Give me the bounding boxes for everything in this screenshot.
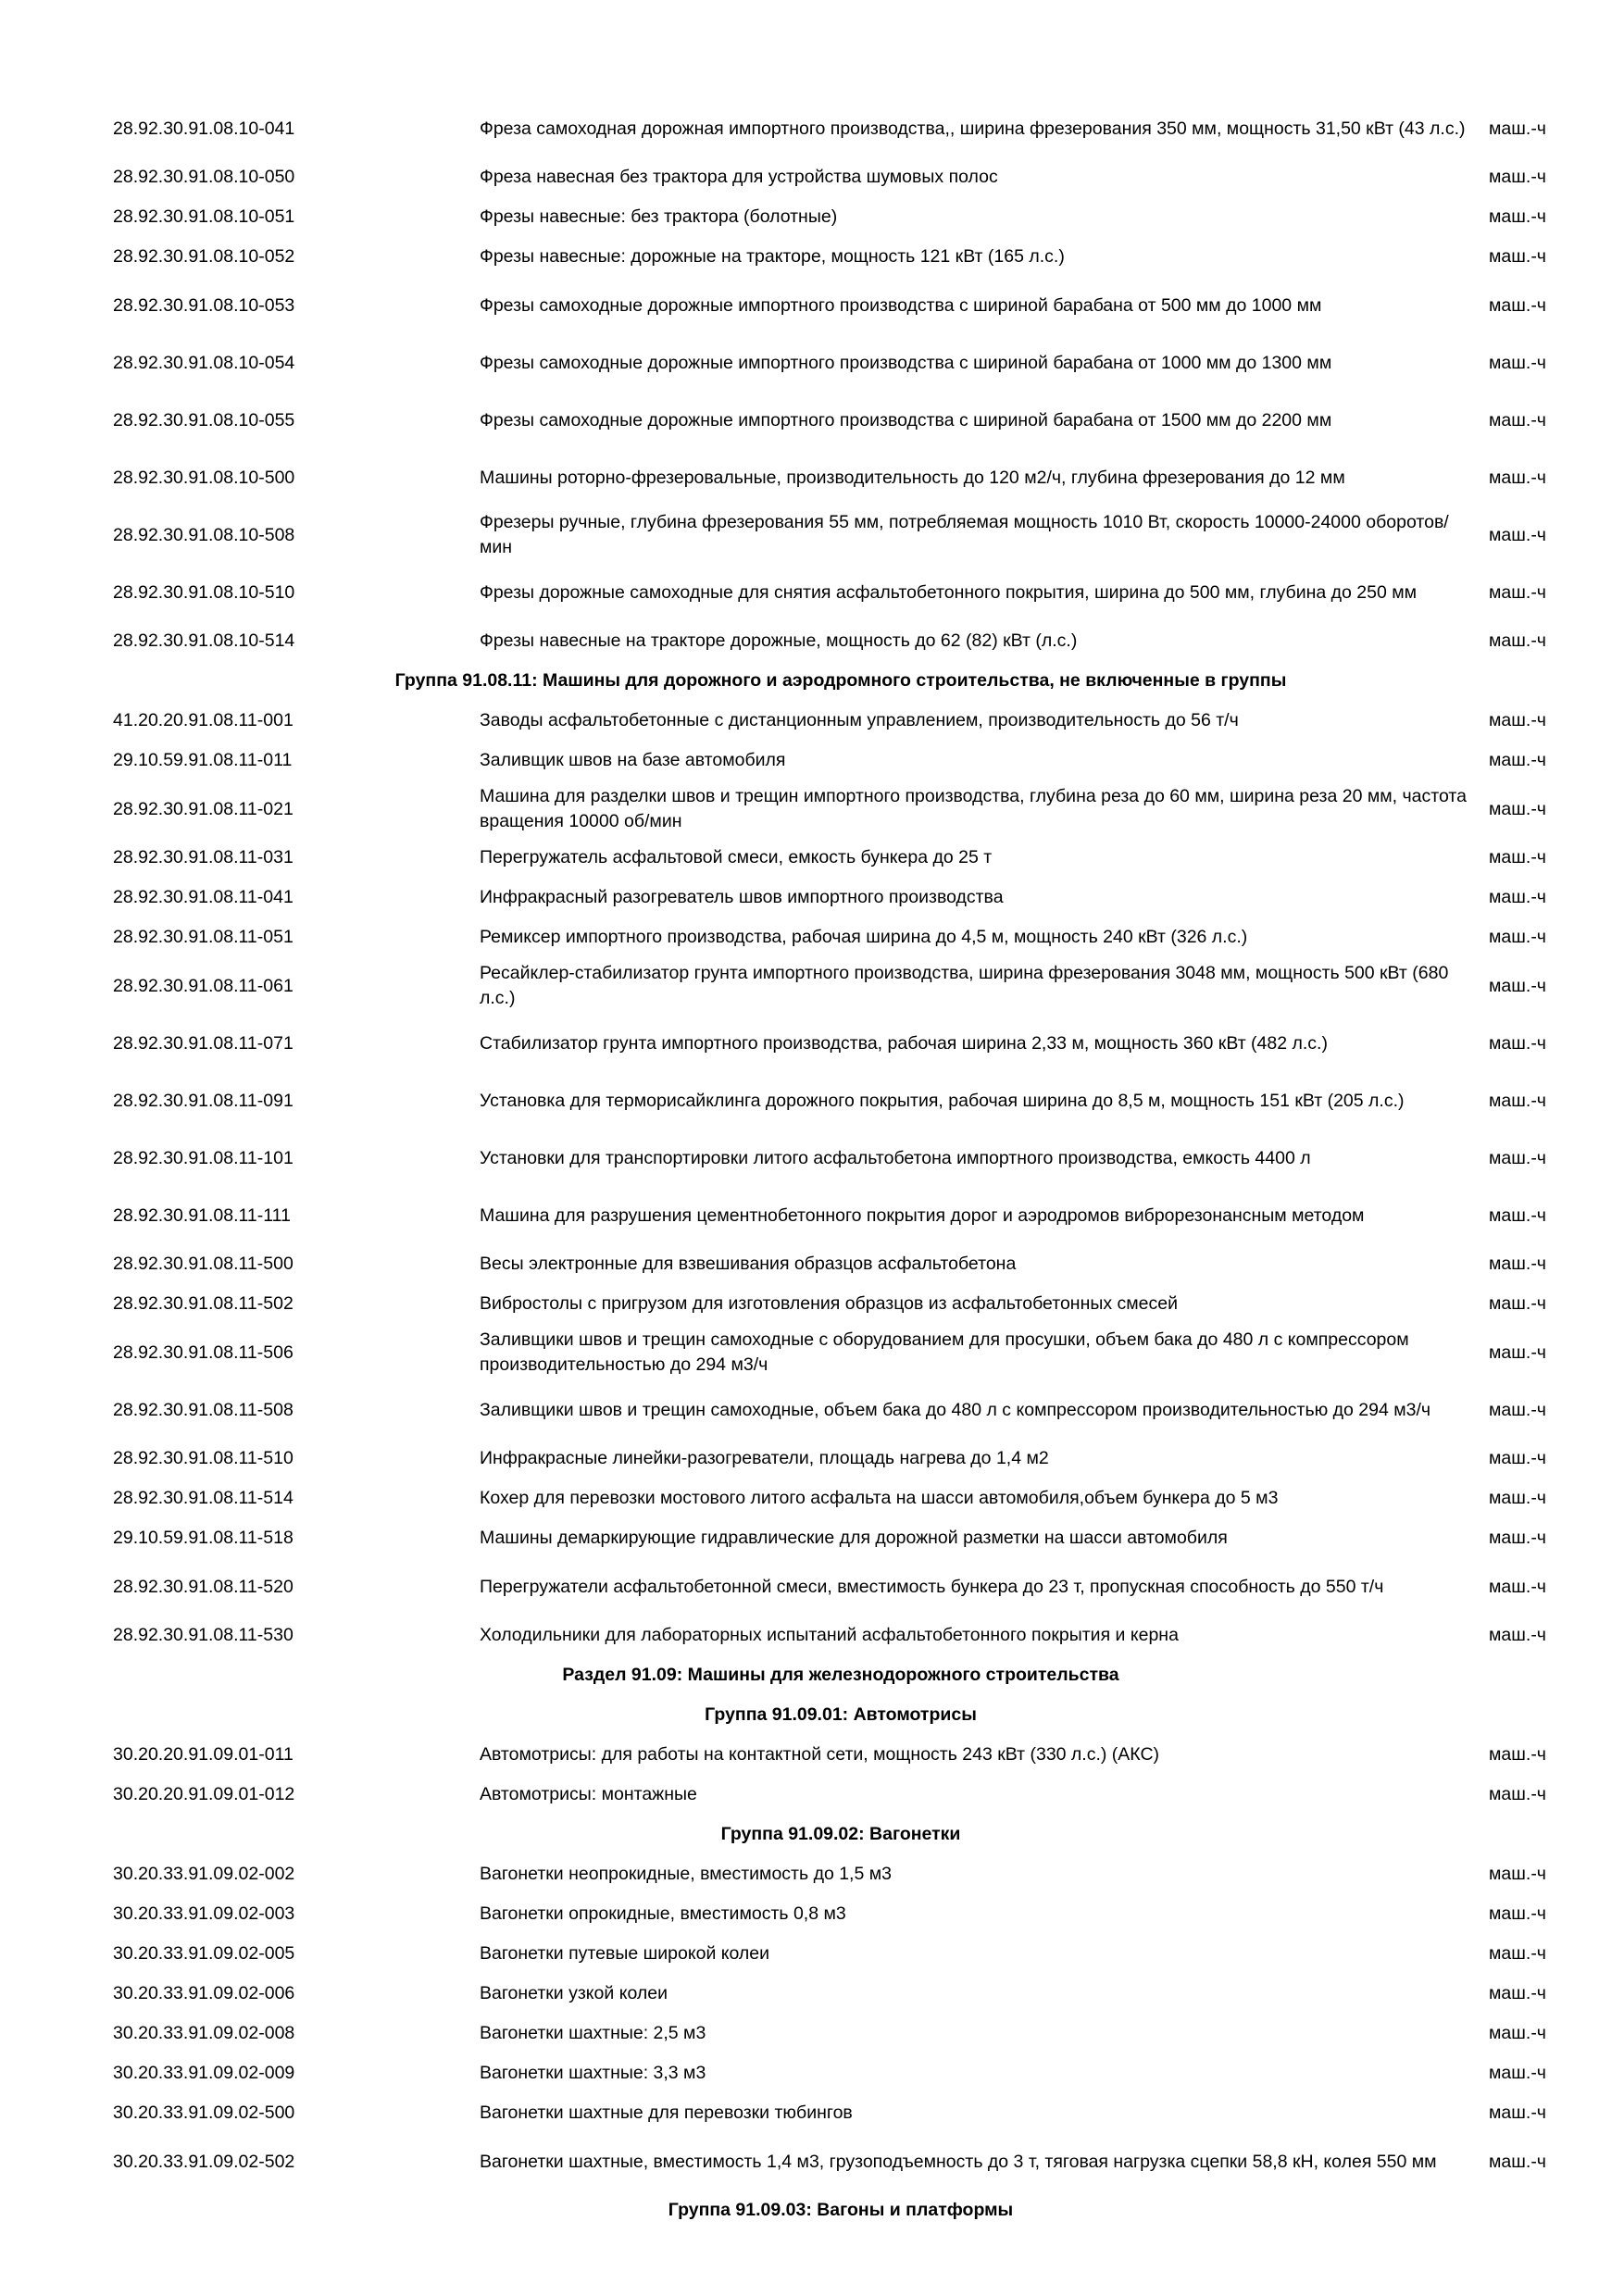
resource-name: Фрезы самоходные дорожные импортного производства с шириной барабана от 1000 мм до 1300 мм bbox=[480, 352, 1332, 373]
measure-unit: маш.-ч bbox=[1489, 750, 1546, 770]
table-row bbox=[109, 277, 1572, 334]
resource-code: 28.92.30.91.08.10-051 bbox=[113, 206, 295, 227]
table-row bbox=[109, 1735, 1572, 1775]
measure-unit: маш.-ч bbox=[1489, 847, 1546, 867]
resource-code: 28.92.30.91.08.10-050 bbox=[113, 167, 295, 187]
resource-code: 28.92.30.91.08.11-510 bbox=[113, 1448, 294, 1468]
resource-code: 29.10.59.91.08.11-011 bbox=[113, 750, 293, 770]
resource-name: Ремиксер импортного производства, рабочая ширина до 4,5 м, мощность 240 кВт (326 л.с.) bbox=[480, 927, 1248, 947]
measure-unit: маш.-ч bbox=[1489, 467, 1546, 488]
table-row bbox=[109, 1894, 1572, 1934]
resource-code: 28.92.30.91.08.10-041 bbox=[113, 118, 295, 139]
table-row bbox=[109, 957, 1572, 1015]
resource-name: Стабилизатор грунта импортного производства, рабочая ширина 2,33 м, мощность 360 кВт (482 л.с.) bbox=[480, 1032, 1328, 1054]
measure-unit: маш.-ч bbox=[1489, 1528, 1546, 1548]
machine-price-table bbox=[109, 100, 1572, 2230]
table-row bbox=[109, 878, 1572, 917]
measure-unit: маш.-ч bbox=[1489, 1341, 1546, 1363]
resource-name: Холодильники для лабораторных испытаний асфальтобетонного покрытия и керна bbox=[480, 1625, 1179, 1645]
resource-name: Фрезы навесные на тракторе дорожные, мощность до 62 (82) кВт (л.с.) bbox=[480, 630, 1078, 651]
resource-code: 28.92.30.91.08.11-514 bbox=[113, 1488, 294, 1508]
resource-code: 28.92.30.91.08.10-052 bbox=[113, 246, 295, 267]
table-row bbox=[109, 1129, 1572, 1187]
resource-name: Автомотрисы: монтажные bbox=[480, 1784, 697, 1804]
resource-code: 28.92.30.91.08.10-508 bbox=[113, 524, 295, 545]
resource-name: Заливщики швов и трещин самоходные с оборудованием для просушки, объем бака до 480 л с компрессором производительностью до 294 м3/ч bbox=[480, 1329, 1409, 1375]
resource-code: 28.92.30.91.08.10-055 bbox=[113, 409, 295, 430]
resource-code: 30.20.33.91.09.02-006 bbox=[113, 1983, 295, 2003]
table-row bbox=[109, 392, 1572, 449]
measure-unit: маш.-ч bbox=[1489, 1864, 1546, 1884]
resource-name: Перегружатели асфальтобетонной смеси, вместимость бункера до 23 т, пропускная способность до 550 т/ч bbox=[480, 1576, 1384, 1597]
measure-unit: маш.-ч bbox=[1489, 524, 1546, 545]
resource-code: 30.20.33.91.09.02-008 bbox=[113, 2023, 295, 2043]
resource-code: 28.92.30.91.08.11-041 bbox=[113, 887, 294, 907]
measure-unit: маш.-ч bbox=[1489, 1903, 1546, 1924]
measure-unit: маш.-ч bbox=[1489, 887, 1546, 907]
measure-unit: маш.-ч bbox=[1489, 1784, 1546, 1804]
measure-unit: маш.-ч bbox=[1489, 1625, 1546, 1645]
resource-code: 41.20.20.91.08.11-001 bbox=[113, 710, 294, 730]
resource-code: 28.92.30.91.08.11-502 bbox=[113, 1293, 294, 1314]
section-heading: Группа 91.08.11: Машины для дорожного и аэродромного строительства, не включенные в группы bbox=[394, 670, 1287, 691]
table-row bbox=[109, 621, 1572, 661]
measure-unit: маш.-ч bbox=[1489, 206, 1546, 227]
measure-unit: маш.-ч bbox=[1489, 2063, 1546, 2083]
table-row bbox=[109, 1072, 1572, 1129]
resource-code: 28.92.30.91.08.11-051 bbox=[113, 927, 294, 947]
resource-name: Установка для терморисайклинга дорожного покрытия, рабочая ширина до 8,5 м, мощность 151 кВт (205 л.с.) bbox=[480, 1090, 1405, 1111]
resource-code: 30.20.33.91.09.02-500 bbox=[113, 2103, 295, 2123]
measure-unit: маш.-ч bbox=[1489, 294, 1546, 316]
resource-name: Фрезеры ручные, глубина фрезерования 55 мм, потребляемая мощность 1010 Вт, скорость 10000-24000 оборотов/мин bbox=[480, 512, 1449, 557]
resource-name: Заливщик швов на базе автомобиля bbox=[480, 750, 786, 770]
resource-code: 30.20.33.91.09.02-009 bbox=[113, 2063, 295, 2083]
table-row bbox=[109, 1616, 1572, 1655]
measure-unit: маш.-ч bbox=[1489, 2023, 1546, 2043]
table-row bbox=[109, 701, 1572, 741]
resource-name: Вагонетки шахтные: 2,5 м3 bbox=[480, 2023, 706, 2043]
table-row bbox=[109, 197, 1572, 237]
resource-name: Машины демаркирующие гидравлические для дорожной разметки на шасси автомобиля bbox=[480, 1528, 1228, 1548]
table-row bbox=[109, 157, 1572, 197]
resource-code: 28.92.30.91.08.11-071 bbox=[113, 1032, 294, 1054]
table-row bbox=[109, 1015, 1572, 1072]
resource-code: 30.20.33.91.09.02-502 bbox=[113, 2151, 295, 2172]
measure-unit: маш.-ч bbox=[1489, 167, 1546, 187]
resource-code: 28.92.30.91.08.11-111 bbox=[113, 1204, 291, 1226]
measure-unit: маш.-ч bbox=[1489, 1254, 1546, 1274]
resource-code: 28.92.30.91.08.10-500 bbox=[113, 467, 295, 488]
table-row bbox=[109, 2014, 1572, 2053]
table-row bbox=[109, 1934, 1572, 1974]
resource-name: Инфракрасный разогреватель швов импортного производства bbox=[480, 887, 1004, 907]
resource-name: Машины роторно-фрезеровальные, производительность до 120 м2/ч, глубина фрезерования до 12 мм bbox=[480, 467, 1345, 488]
resource-name: Фрезы навесные: без трактора (болотные) bbox=[480, 206, 838, 227]
measure-unit: маш.-ч bbox=[1489, 118, 1546, 139]
resource-name: Вагонетки неопрокидные, вместимость до 1,5 м3 bbox=[480, 1864, 892, 1884]
resource-name: Автомотрисы: для работы на контактной сети, мощность 243 кВт (330 л.с.) (АКС) bbox=[480, 1744, 1160, 1765]
table-row bbox=[109, 1775, 1572, 1815]
resource-name: Установки для транспортировки литого асфальтобетона импортного производства, емкость 4400 л bbox=[480, 1147, 1311, 1168]
resource-name: Вагонетки шахтные, вместимость 1,4 м3, грузоподъемность до 3 т, тяговая нагрузка сцепки 58,8 кН, колея 550 мм bbox=[480, 2151, 1437, 2172]
resource-code: 28.92.30.91.08.11-530 bbox=[113, 1625, 294, 1645]
table-row bbox=[109, 1974, 1572, 2014]
resource-code: 30.20.33.91.09.02-003 bbox=[113, 1903, 295, 1924]
measure-unit: маш.-ч bbox=[1489, 1943, 1546, 1964]
measure-unit: маш.-ч bbox=[1489, 1204, 1546, 1226]
resource-name: Фрезы навесные: дорожные на тракторе, мощность 121 кВт (165 л.с.) bbox=[480, 246, 1065, 267]
resource-code: 28.92.30.91.08.11-031 bbox=[113, 847, 294, 867]
resource-code: 30.20.20.91.09.01-012 bbox=[113, 1784, 295, 1804]
measure-unit: маш.-ч bbox=[1489, 1293, 1546, 1314]
table-row bbox=[109, 1854, 1572, 1894]
measure-unit: маш.-ч bbox=[1489, 2151, 1546, 2172]
table-row bbox=[109, 100, 1572, 157]
measure-unit: маш.-ч bbox=[1489, 1448, 1546, 1468]
resource-code: 28.92.30.91.08.11-520 bbox=[113, 1576, 294, 1597]
measure-unit: маш.-ч bbox=[1489, 246, 1546, 267]
measure-unit: маш.-ч bbox=[1489, 1744, 1546, 1765]
measure-unit: маш.-ч bbox=[1489, 1032, 1546, 1054]
table-row bbox=[109, 1439, 1572, 1479]
table-row bbox=[109, 780, 1572, 838]
resource-name: Ресайклер-стабилизатор грунта импортного производства, ширина фрезерования 3048 мм, мощность 500 кВт (680 л.с.) bbox=[480, 963, 1449, 1008]
measure-unit: маш.-ч bbox=[1489, 581, 1546, 603]
resource-name: Фрезы дорожные самоходные для снятия асфальтобетонного покрытия, ширина до 500 мм, глубина до 250 мм bbox=[480, 581, 1418, 603]
measure-unit: маш.-ч bbox=[1489, 1983, 1546, 2003]
table-row bbox=[109, 1479, 1572, 1518]
resource-code: 29.10.59.91.08.11-518 bbox=[113, 1528, 294, 1548]
measure-unit: маш.-ч bbox=[1489, 1090, 1546, 1111]
resource-name: Фреза навесная без трактора для устройства шумовых полос bbox=[480, 167, 998, 187]
measure-unit: маш.-ч bbox=[1489, 798, 1546, 819]
measure-unit: маш.-ч bbox=[1489, 1488, 1546, 1508]
measure-unit: маш.-ч bbox=[1489, 630, 1546, 651]
measure-unit: маш.-ч bbox=[1489, 927, 1546, 947]
table-row bbox=[109, 564, 1572, 621]
resource-name: Фрезы самоходные дорожные импортного производства с шириной барабана от 1500 мм до 2200 мм bbox=[480, 409, 1332, 430]
resource-name: Машина для разделки швов и трещин импортного производства, глубина реза до 60 мм, ширина реза 20 мм, частота вращения 10000 об/мин bbox=[480, 786, 1467, 831]
table-row bbox=[109, 741, 1572, 780]
resource-name: Вагонетки шахтные: 3,3 м3 bbox=[480, 2063, 706, 2083]
table-row bbox=[109, 1284, 1572, 1324]
resource-code: 28.92.30.91.08.11-091 bbox=[113, 1090, 294, 1111]
section-heading: Раздел 91.09: Машины для железнодорожного строительства bbox=[562, 1665, 1119, 1685]
resource-code: 30.20.33.91.09.02-002 bbox=[113, 1864, 295, 1884]
measure-unit: маш.-ч bbox=[1489, 2103, 1546, 2123]
resource-name: Вагонетки шахтные для перевозки тюбингов bbox=[480, 2103, 853, 2123]
measure-unit: маш.-ч bbox=[1489, 352, 1546, 373]
measure-unit: маш.-ч bbox=[1489, 975, 1546, 996]
table-row bbox=[109, 1558, 1572, 1616]
resource-name: Перегружатель асфальтовой смеси, емкость бункера до 25 т bbox=[480, 847, 993, 867]
table-row bbox=[109, 449, 1572, 506]
measure-unit: маш.-ч bbox=[1489, 1147, 1546, 1168]
measure-unit: маш.-ч bbox=[1489, 1576, 1546, 1597]
table-row bbox=[109, 917, 1572, 957]
resource-name: Вибростолы с пригрузом для изготовления образцов из асфальтобетонных смесей bbox=[480, 1293, 1179, 1314]
table-row bbox=[109, 334, 1572, 392]
section-heading: Группа 91.09.02: Вагонетки bbox=[720, 1824, 961, 1844]
resource-name: Инфракрасные линейки-разогреватели, площадь нагрева до 1,4 м2 bbox=[480, 1448, 1049, 1468]
table-row bbox=[109, 2053, 1572, 2093]
table-row bbox=[109, 838, 1572, 878]
resource-name: Вагонетки путевые широкой колеи bbox=[480, 1943, 770, 1964]
resource-code: 28.92.30.91.08.10-514 bbox=[113, 630, 295, 651]
resource-name: Кохер для перевозки мостового литого асфальта на шасси автомобиля,объем бункера до 5 м3 bbox=[480, 1488, 1279, 1508]
measure-unit: маш.-ч bbox=[1489, 409, 1546, 430]
resource-name: Вагонетки узкой колеи bbox=[480, 1983, 668, 2003]
resource-name: Весы электронные для взвешивания образцов асфальтобетона bbox=[480, 1254, 1017, 1274]
resource-code: 28.92.30.91.08.11-061 bbox=[113, 975, 294, 996]
table-row bbox=[109, 1518, 1572, 1558]
table-row bbox=[109, 237, 1572, 277]
table-row bbox=[109, 2133, 1572, 2190]
table-row bbox=[109, 1187, 1572, 1244]
table-row bbox=[109, 2093, 1572, 2133]
resource-code: 28.92.30.91.08.11-508 bbox=[113, 1399, 294, 1420]
table-row bbox=[109, 1324, 1572, 1381]
table-row bbox=[109, 1244, 1572, 1284]
resource-code: 28.92.30.91.08.11-021 bbox=[113, 798, 294, 819]
resource-name: Машина для разрушения цементнобетонного покрытия дорог и аэродромов виброрезонансным методом bbox=[480, 1204, 1365, 1226]
resource-code: 28.92.30.91.08.11-506 bbox=[113, 1341, 294, 1363]
resource-code: 28.92.30.91.08.10-054 bbox=[113, 352, 295, 373]
measure-unit: маш.-ч bbox=[1489, 1399, 1546, 1420]
table-row bbox=[109, 506, 1572, 564]
resource-name: Фрезы самоходные дорожные импортного производства с шириной барабана от 500 мм до 1000 мм bbox=[480, 294, 1322, 316]
resource-name: Фреза самоходная дорожная импортного производства,, ширина фрезерования 350 мм, мощность 31,50 кВт (43 л.с.) bbox=[480, 118, 1466, 139]
resource-code: 28.92.30.91.08.11-101 bbox=[113, 1147, 294, 1168]
resource-code: 30.20.33.91.09.02-005 bbox=[113, 1943, 295, 1964]
measure-unit: маш.-ч bbox=[1489, 710, 1546, 730]
resource-name: Вагонетки опрокидные, вместимость 0,8 м3 bbox=[480, 1903, 846, 1924]
resource-code: 28.92.30.91.08.10-053 bbox=[113, 294, 295, 316]
resource-name: Заводы асфальтобетонные с дистанционным управлением, производительность до 56 т/ч bbox=[480, 710, 1239, 730]
resource-code: 30.20.20.91.09.01-011 bbox=[113, 1744, 294, 1765]
resource-name: Заливщики швов и трещин самоходные, объем бака до 480 л с компрессором производительностью до 294 м3/ч bbox=[480, 1399, 1431, 1420]
resource-code: 28.92.30.91.08.11-500 bbox=[113, 1254, 294, 1274]
section-heading: Группа 91.09.01: Автомотрисы bbox=[705, 1704, 977, 1725]
section-heading: Группа 91.09.03: Вагоны и платформы bbox=[668, 2200, 1014, 2220]
table-row bbox=[109, 1381, 1572, 1439]
resource-code: 28.92.30.91.08.10-510 bbox=[113, 581, 295, 603]
